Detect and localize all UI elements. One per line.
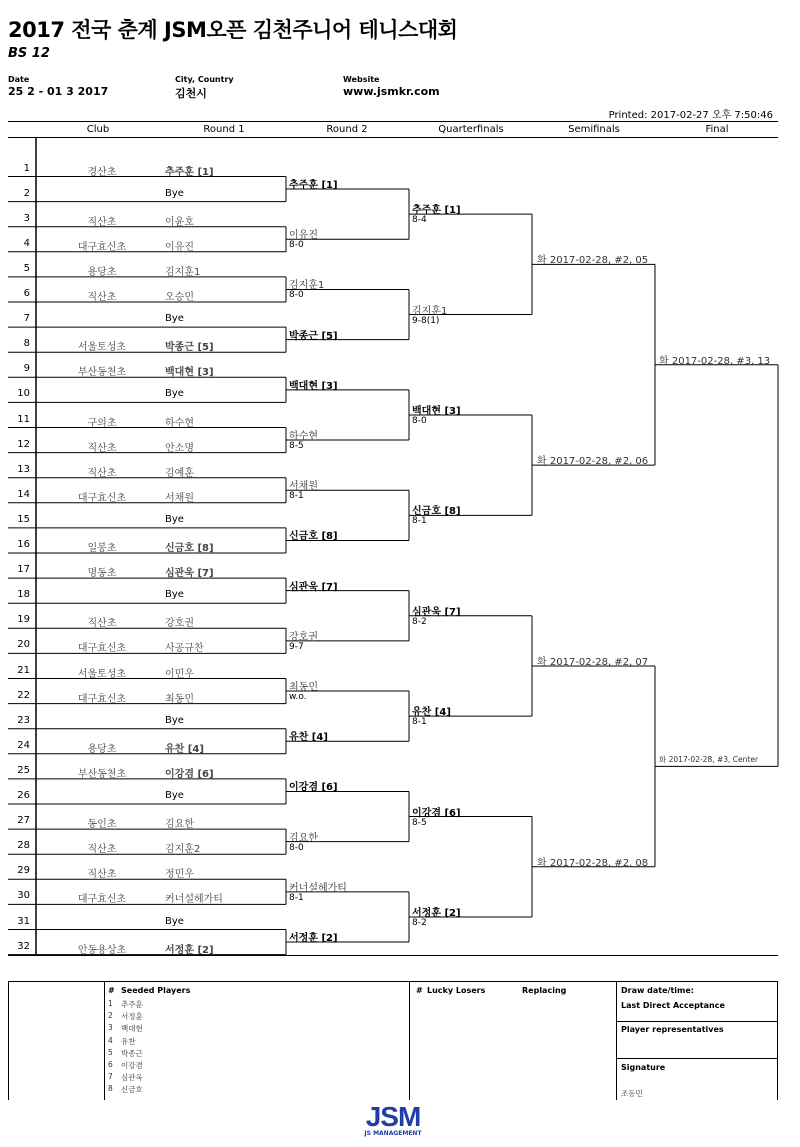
draw-position-number: 18	[17, 589, 30, 601]
quarterfinal-winner: 김지훈1	[412, 305, 448, 317]
round2-winner: 이강겸 [6]	[289, 782, 338, 794]
draw-position-number: 3	[23, 212, 30, 224]
player-name: 정민우	[165, 869, 194, 881]
club-name: 직산초	[87, 467, 117, 479]
round2-winner: 박종근 [5]	[289, 330, 338, 342]
quarterfinal-winner: 서정훈 [2]	[412, 907, 461, 919]
final-schedule: 화 2017-02-28, #3, 13	[659, 355, 771, 367]
player-name: 김지훈1	[165, 266, 201, 278]
page-title: 2017 전국 춘계 JSM오픈 김천주니어 테니스대회	[8, 18, 458, 42]
round2-winner: 백대현 [3]	[289, 380, 338, 392]
round2-winner: 서채원	[289, 481, 318, 493]
signature-label: Signature	[621, 1063, 666, 1072]
printed-timestamp: Printed: 2017-02-27 오후 7:50:46	[608, 110, 773, 121]
quarterfinal-winner: 심관욱 [7]	[412, 606, 461, 618]
player-name: 추주훈 [1]	[165, 166, 214, 178]
seeded-player-name: 서정훈	[121, 1012, 143, 1022]
seed-number: 4	[108, 1035, 113, 1045]
player-name: 오승민	[165, 292, 194, 303]
seed-number: 5	[108, 1047, 113, 1057]
quarterfinal-score: 8-4	[412, 215, 427, 226]
final-schedule: 화 2017-02-28, #3, Center	[659, 755, 759, 765]
draw-position-number: 4	[23, 237, 30, 249]
quarterfinal-score: 9-8(1)	[412, 315, 440, 326]
seeded-title: Seeded Players	[121, 986, 191, 995]
player-name: 이유진	[165, 241, 194, 253]
draw-position-number: 11	[17, 413, 30, 425]
round2-score: w.o.	[289, 692, 307, 703]
quarterfinal-score: 8-2	[412, 616, 427, 627]
club-name: 직산초	[87, 618, 117, 630]
col-header-round1: Round 1	[203, 124, 245, 135]
col-header-final: Final	[705, 124, 729, 135]
club-name: 부산동천초	[77, 768, 127, 780]
player-name: Bye	[165, 313, 184, 325]
quarterfinal-score: 8-1	[412, 717, 427, 728]
club-name: 용당초	[87, 743, 117, 755]
club-name: 서울토성초	[77, 668, 127, 680]
draw-date-label: Draw date/time:	[621, 986, 694, 995]
player-name: Bye	[165, 388, 184, 400]
player-name: 안소명	[165, 442, 194, 454]
club-name: 직산초	[87, 292, 117, 303]
logo-subtext: JS MANAGEMENT	[364, 1130, 422, 1137]
col-header-quarterfinals: Quarterfinals	[438, 124, 504, 135]
website-label: Website	[343, 75, 380, 84]
round2-score: 8-5	[289, 441, 304, 452]
draw-position-number: 20	[17, 639, 30, 651]
draw-position-number: 21	[17, 664, 30, 676]
club-name: 안동용상초	[77, 944, 127, 956]
date-label: Date	[8, 75, 30, 84]
draw-position-number: 1	[23, 162, 30, 174]
seed-number: 6	[108, 1060, 113, 1069]
col-header-semifinals: Semifinals	[568, 124, 620, 135]
player-name: Bye	[165, 589, 184, 601]
club-name: 구의초	[87, 417, 117, 429]
round2-score: 9-7	[289, 641, 304, 652]
round2-winner: 하수현	[289, 431, 318, 443]
club-name: 대구효신초	[77, 643, 127, 655]
seeded-player-name: 심관욱	[121, 1073, 143, 1083]
last-direct-label: Last Direct Acceptance	[621, 1001, 725, 1010]
quarterfinal-score: 8-5	[412, 817, 427, 828]
seeded-player-name: 추주훈	[121, 1000, 143, 1009]
draw-position-number: 30	[17, 890, 30, 902]
draw-position-number: 6	[23, 288, 30, 299]
seed-number: 2	[108, 1011, 113, 1021]
seeded-player-name: 백대현	[121, 1024, 143, 1034]
jsm-logo	[348, 1101, 438, 1137]
draw-position-number: 25	[17, 764, 30, 776]
quarterfinal-score: 8-0	[412, 415, 427, 426]
player-name: 신금호 [8]	[165, 543, 214, 554]
round2-winner: 커너설헤가티	[289, 882, 347, 894]
quarterfinal-winner: 유찬 [4]	[412, 707, 451, 719]
col-header-round2: Round 2	[326, 124, 368, 135]
club-name: 용당초	[87, 266, 117, 278]
round2-winner: 김요한	[289, 832, 318, 844]
player-reps-label: Player representatives	[621, 1025, 724, 1034]
seeded-hash: #	[108, 986, 115, 995]
replacing-title: Replacing	[522, 986, 567, 995]
semifinal-schedule: 화 2017-02-28, #2, 08	[537, 857, 649, 869]
club-name: 직산초	[87, 216, 117, 228]
seeded-player-name: 이강겸	[121, 1061, 143, 1070]
col-header-club: Club	[86, 124, 110, 135]
draw-position-number: 24	[17, 739, 30, 751]
round2-winner: 최동민	[289, 682, 318, 694]
club-name: 직산초	[87, 442, 117, 454]
player-name: 김지훈2	[165, 844, 201, 856]
player-name: Bye	[165, 915, 184, 927]
draw-position-number: 10	[17, 388, 30, 400]
player-name: 서채원	[165, 492, 194, 504]
seed-number: 1	[108, 999, 113, 1008]
round2-winner: 심관욱 [7]	[289, 581, 338, 593]
draw-position-number: 17	[17, 564, 30, 576]
draw-position-number: 26	[17, 790, 30, 801]
round2-winner: 유찬 [4]	[289, 732, 328, 744]
draw-position-number: 19	[17, 614, 30, 626]
draw-position-number: 12	[17, 438, 30, 450]
club-name: 서울토성초	[77, 342, 127, 354]
quarterfinal-winner: 신금호 [8]	[412, 506, 461, 518]
draw-position-number: 32	[17, 940, 30, 952]
seed-number: 3	[108, 1023, 113, 1033]
logo-text: JSM	[365, 1101, 421, 1132]
round2-winner: 신금호 [8]	[289, 531, 338, 543]
player-name: 강호권	[165, 618, 194, 630]
quarterfinal-winner: 이강겸 [6]	[412, 807, 461, 819]
seeded-player-name: 유찬	[121, 1036, 136, 1046]
draw-position-number: 28	[17, 840, 30, 852]
draw-position-number: 9	[23, 363, 30, 375]
draw-position-number: 27	[17, 815, 30, 827]
draw-position-number: 14	[17, 488, 30, 500]
draw-position-number: 7	[23, 313, 30, 325]
round2-winner: 김지훈1	[289, 280, 325, 292]
club-name: 경산초	[87, 166, 117, 178]
quarterfinal-score: 8-2	[412, 917, 427, 928]
draw-position-number: 13	[17, 463, 30, 475]
quarterfinal-score: 8-1	[412, 516, 427, 527]
player-name: 김요한	[165, 819, 194, 831]
player-name: Bye	[165, 790, 184, 801]
quarterfinal-winner: 추주훈 [1]	[412, 205, 461, 217]
draw-position-number: 16	[17, 539, 30, 550]
round2-score: 8-1	[289, 491, 304, 502]
player-name: Bye	[165, 187, 184, 199]
player-name: Bye	[165, 714, 184, 726]
club-name: 대구효신초	[77, 894, 127, 906]
round2-score: 8-0	[289, 842, 304, 853]
draw-code: BS 12	[8, 46, 50, 61]
player-name: 김예훈	[165, 467, 194, 479]
club-name: 일봉초	[87, 543, 117, 554]
club-name: 직산초	[87, 844, 117, 856]
player-name: 심관욱 [7]	[165, 568, 214, 580]
lucky-hash: #	[416, 986, 423, 995]
club-name: 명동초	[87, 568, 117, 580]
round2-winner: 이유진	[289, 230, 318, 242]
seed-number: 7	[108, 1072, 113, 1082]
seed-number: 8	[108, 1084, 113, 1094]
draw-position-number: 22	[17, 689, 30, 701]
round2-score: 8-0	[289, 290, 304, 301]
club-name: 대구효신초	[77, 693, 127, 705]
city-label: City, Country	[175, 75, 234, 84]
player-name: 서정훈 [2]	[165, 944, 214, 956]
player-name: 커너설헤가티	[165, 894, 223, 906]
date-value: 25 2 - 01 3 2017	[8, 85, 109, 98]
semifinal-schedule: 화 2017-02-28, #2, 05	[537, 255, 649, 267]
draw-position-number: 5	[23, 262, 30, 274]
signature-name: 조동민	[621, 1089, 643, 1098]
player-name: Bye	[165, 513, 184, 525]
player-name: 이민우	[165, 668, 194, 680]
draw-position-number: 31	[17, 915, 30, 927]
player-name: 백대현 [3]	[165, 367, 214, 379]
club-name: 직산초	[87, 869, 117, 881]
club-name: 동인초	[87, 819, 117, 831]
player-name: 이윤호	[165, 216, 194, 228]
round2-winner: 추주훈 [1]	[289, 180, 338, 192]
round2-winner: 서정훈 [2]	[289, 933, 338, 945]
semifinal-schedule: 화 2017-02-28, #2, 07	[537, 656, 649, 668]
player-name: 유찬 [4]	[165, 743, 204, 755]
player-name: 하수현	[165, 417, 194, 429]
lucky-losers-title: Lucky Losers	[427, 986, 486, 995]
quarterfinal-winner: 백대현 [3]	[412, 405, 461, 417]
website-link[interactable]: www.jsmkr.com	[343, 85, 440, 98]
round2-score: 8-1	[289, 892, 304, 903]
draw-position-number: 29	[17, 865, 30, 877]
seeded-player-name: 박종근	[121, 1048, 143, 1058]
draw-position-number: 2	[23, 187, 30, 199]
semifinal-schedule: 화 2017-02-28, #2, 06	[537, 456, 649, 468]
player-name: 박종근 [5]	[165, 342, 214, 354]
city-value: 김천시	[175, 87, 207, 100]
club-name: 대구효신초	[77, 241, 127, 253]
draw-position-number: 15	[17, 513, 30, 525]
draw-position-number: 23	[17, 714, 30, 726]
round2-score: 8-0	[289, 240, 304, 251]
player-name: 사공규찬	[165, 643, 204, 655]
seeded-player-name: 신금호	[121, 1085, 143, 1095]
player-name: 최동민	[165, 693, 194, 705]
draw-position-number: 8	[23, 338, 30, 350]
player-name: 이강겸 [6]	[165, 768, 214, 780]
round2-winner: 강호권	[289, 631, 318, 643]
club-name: 대구효신초	[77, 492, 127, 504]
club-name: 부산동천초	[77, 367, 127, 379]
